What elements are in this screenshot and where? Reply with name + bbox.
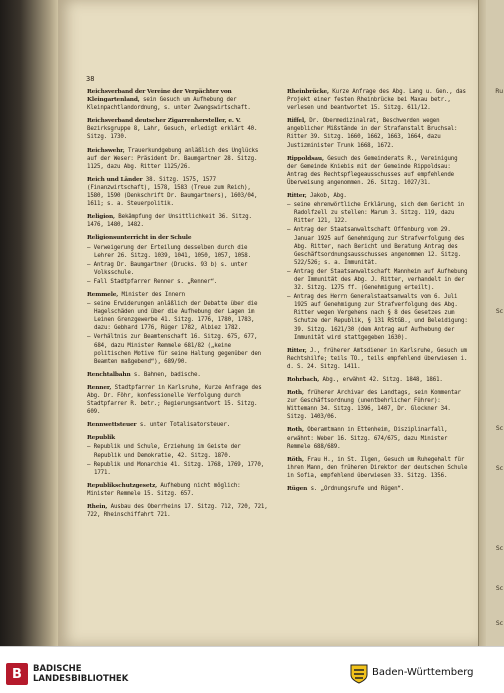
entry-text: s. unter Totalisatorsteuer. <box>139 422 230 429</box>
index-entry <box>87 482 270 498</box>
entry-heading: Religionsunterricht in der Schule <box>87 235 192 242</box>
entry-heading: Reichswehr, <box>87 147 125 154</box>
entry-heading: Rheinbrücke, <box>287 89 329 95</box>
index-entry <box>87 371 270 379</box>
entry-text: Minister des Innern <box>121 291 185 298</box>
margin-mark: Sc <box>495 308 503 315</box>
index-entry <box>87 147 270 171</box>
index-entry <box>287 192 470 342</box>
margin-mark: Sc <box>495 545 503 552</box>
entry-heading: Renner, <box>87 384 112 391</box>
index-entry <box>87 384 270 416</box>
index-entry <box>87 213 270 229</box>
index-entry <box>287 88 470 112</box>
entry-heading: Rügen <box>287 486 308 493</box>
entry-text: s. „Ordnungsrufe und Rügen“. <box>310 486 405 493</box>
entry-heading: Republik <box>87 435 116 442</box>
entry-heading: Roth, <box>287 427 304 434</box>
left-index-column <box>87 88 270 524</box>
index-entry <box>87 434 270 476</box>
entry-subitem: — Antrag Dr. Baumgartner (Drucks. 93 b) s. unter Volksschule. <box>87 261 248 276</box>
entry-subitem: — Antrag der Staatsanwaltschaft Offenburg vom 29. Januar 1925 auf Genehmigung zur Strafverfolgung des Abg. Ritter, nach Bericht und Beratung Antrag des Geschäftsordnungsausschusses angenommen 12. Sitzg. 522/526; s. a. Immunität. <box>287 227 465 266</box>
index-entry <box>287 485 470 493</box>
index-entry <box>87 291 270 366</box>
margin-mark: Sc <box>495 620 503 627</box>
blb-name[interactable] <box>33 664 128 684</box>
entry-subitem: — seine ehrenwörtliche Erklärung, sich dem Gericht in Radolfzell zu stellen: Marum 3. Sitzg. 119, dazu Ritter 121, 122. <box>287 202 465 225</box>
entry-subitem: — Verhältnis zur Beamtenschaft 16. Sitzg. 675, 677, 684, dazu Minister Remmele 681/82 („keine politischen Motive für seine Haltung gegenüber den Beamten maßgebend“), 689/90. <box>87 334 262 365</box>
left-book-edge <box>0 0 58 646</box>
entry-text: Gesuch des Gemeinderats R., Vereinigung der Gemeinde Kniebis mit der Gemeinde Rippoldsau: Antrag des Rechtspflegeausschusses auf empfehlende Überweisung angenommen. 26. Sitzg. 1027/31. <box>287 155 458 186</box>
index-entry <box>87 421 270 429</box>
page-number: 38 <box>86 75 95 83</box>
entry-text: Ausbau des Oberrheins 17. Sitzg. 712, 720, 721, 722, Rheinschiffahrt 721. <box>87 504 268 519</box>
entry-subitem: — Antrag des Herrn Generalstaatsanwalts vom 6. Juli 1925 auf Genehmigung zur Strafverfolgung des Abg. Ritter wegen Vergehens nach § 8 des Gesetzes zum Schutze der Republik, § 131 RStGB., und Beleidigung: 39. Sitzg. 1621/30 (dem Antrag auf Aufhebung der Immunität wird stattgegeben 1630). <box>287 294 468 341</box>
entry-heading: Reichsverband der Vereine der Verpächter von Kleingartenland, <box>87 89 232 104</box>
baden-wuerttemberg-emblem-icon[interactable] <box>350 664 368 684</box>
margin-mark: Sc <box>495 585 503 592</box>
entry-heading: Reich und Länder <box>87 176 143 183</box>
right-index-column <box>287 88 470 498</box>
entry-text: Dr. Obermedizinalrat, Beschwerden wegen angeblicher Mißstände in der Strafanstalt Bruchsal: Ritter 39. Sitzg. 1660, 1662, 1663, 1664, dazu Justizminister Trunk 1668, 1672. <box>287 118 458 149</box>
entry-text: Stadtpfarrer in Karlsruhe, Kurze Anfrage des Abg. Dr. Föhr, konfessionelle Verfolgung durch Stadtpfarrer R. betr.; Regierungsantwort 15. Sitzg. 609. <box>87 384 262 416</box>
entry-subitem: — Republik und Monarchie 41. Sitzg. 1768, 1769, 1770, 1771. <box>87 461 265 476</box>
index-entry <box>287 426 470 450</box>
entry-text: Kurze Anfrage des Abg. Lang u. Gen., das Projekt einer festen Rheinbrücke bei Maxau betr., verlesen und beantwortet 15. Sitzg. 611/12. <box>287 89 466 112</box>
index-entry <box>87 234 270 286</box>
entry-heading: Rohrbach, <box>287 377 320 383</box>
entry-text: Bezirksgruppe 8, Lahr, Gesuch, erledigt erklärt 40. Sitzg. 1730. <box>87 126 258 141</box>
entry-heading: Roth, <box>287 390 304 397</box>
entry-text: Abg., erwähnt 42. Sitzg. 1848, 1861. <box>322 377 443 383</box>
index-entry <box>87 88 270 112</box>
entry-text: Trauerkundgebung anläßlich des Unglücks auf der Weser: Präsident Dr. Baumgartner 28. Sitzg. 1125, dazu Abg. Ritter 1125/26. <box>87 147 259 170</box>
entry-heading: Ritter, <box>287 347 307 354</box>
entry-text: Frau H., in St. Ilgen, Gesuch um Ruhegehalt für ihren Mann, den früheren Direktor der deutschen Schule in Sofia, empfehlend überwiesen 33. Sitzg. 1356. <box>287 456 468 479</box>
entry-heading: Ritter, <box>287 193 307 200</box>
entry-heading: Renchtalbahn <box>87 371 131 378</box>
entry-heading: Rippoldsau, <box>287 155 324 162</box>
entry-text: Jakob, Abg. <box>310 193 347 200</box>
index-entry <box>287 456 470 480</box>
margin-mark: Ru <box>495 88 503 95</box>
entry-heading: Reichsverband deutscher Zigarrenhersteller, e. V. <box>87 118 241 125</box>
entry-subitem: — Fall Stadtpfarrer Renner s. „Renner“. <box>87 278 218 285</box>
entry-heading: Riffel, <box>287 118 306 125</box>
entry-text: Bekämpfung der Unsittlichkeit 36. Sitzg. 1476, 1480, 1482. <box>87 214 252 229</box>
entry-heading: Rennwettsteuer <box>87 422 137 429</box>
entry-heading: Rhein, <box>87 504 108 511</box>
entry-subitem: — seine Erwiderungen anläßlich der Debatte über die Hagelschäden und über die Aufhebung der Lagen im Leinen Grenzgewerbe 41. Sitzg. 1776, 1780, 1783, dazu: Gebhard 1776, Rüger 1782, Albiez 1782. <box>87 301 258 332</box>
entry-text: Aufhebung nicht möglich: Minister Remmele 15. Sitzg. 657. <box>87 482 241 497</box>
baden-wuerttemberg-label[interactable]: Baden-Württemberg <box>372 667 474 678</box>
entry-text: Oberamtmann in Ettenheim, Disziplinarfall, erwähnt: Weber 16. Sitzg. 674/675, dazu Minister Remmele 688/689. <box>287 427 448 450</box>
index-entry <box>87 503 270 519</box>
entry-heading: Republikschutzgesetz, <box>87 482 157 489</box>
index-entry <box>287 347 470 371</box>
entry-subitem: — Verweigerung der Erteilung desselben durch die Lehrer 26. Sitzg. 1039, 1041, 1050, 1057, 1058. <box>87 244 251 259</box>
blb-name-line1: BADISCHE <box>33 664 82 674</box>
entry-text: 38. Sitzg. 1575, 1577 (Finanzwirtschaft), 1578, 1583 (Treue zum Reich), 1580, 1590 (Denkschrift Dr. Baumgartners), 1603/04, 1611; s. a. Steuerpolitik. <box>87 176 258 208</box>
entry-text: s. Bahnen, badische. <box>133 371 201 378</box>
index-entry <box>87 117 270 141</box>
next-page-margin <box>486 0 504 646</box>
blb-name-line2: LANDESBIBLIOTHEK <box>33 674 129 684</box>
entry-text: sein Gesuch um Aufhebung der Kleinpachtlandordnung, s. unter Zwangswirtschaft. <box>87 97 251 112</box>
entry-text: J., früherer Amtsdiener in Karlsruhe, Gesuch um Rechtshilfe; teils TO., teils empfehlend überwiesen i. d. S. 24. Sitzg. 1411. <box>287 347 468 370</box>
entry-heading: Remmele, <box>87 291 119 298</box>
entry-heading: Religion, <box>87 214 115 221</box>
index-entry <box>87 176 270 208</box>
entry-heading: Röth, <box>287 456 304 463</box>
margin-mark: Sc <box>495 425 503 432</box>
index-entry <box>287 155 470 187</box>
margin-mark: Sc <box>495 465 503 472</box>
entry-subitem: — Republik und Schule, Erziehung im Geiste der Republik und Demokratie, 42. Sitzg. 1870. <box>87 444 241 459</box>
entry-subitem: — Antrag der Staatsanwaltschaft Mannheim auf Aufhebung der Immunität des Abg. J. Ritter, verhandelt in der 32. Sitzg. 1275 ff. (Genehmigung erteilt). <box>287 268 468 292</box>
entry-text: früherer Archivar des Landtags, sein Kommentar zur Geschäftsordnung (unentbehrlicher Führer): Wittemann 34. Sitzg. 1396, 1407, Dr. Glockner 34. Sitzg. 1403/06. <box>287 390 461 421</box>
blb-logo-icon[interactable]: B <box>6 663 28 685</box>
index-entry <box>287 117 470 149</box>
index-entry <box>287 376 470 384</box>
index-entry <box>287 389 470 421</box>
